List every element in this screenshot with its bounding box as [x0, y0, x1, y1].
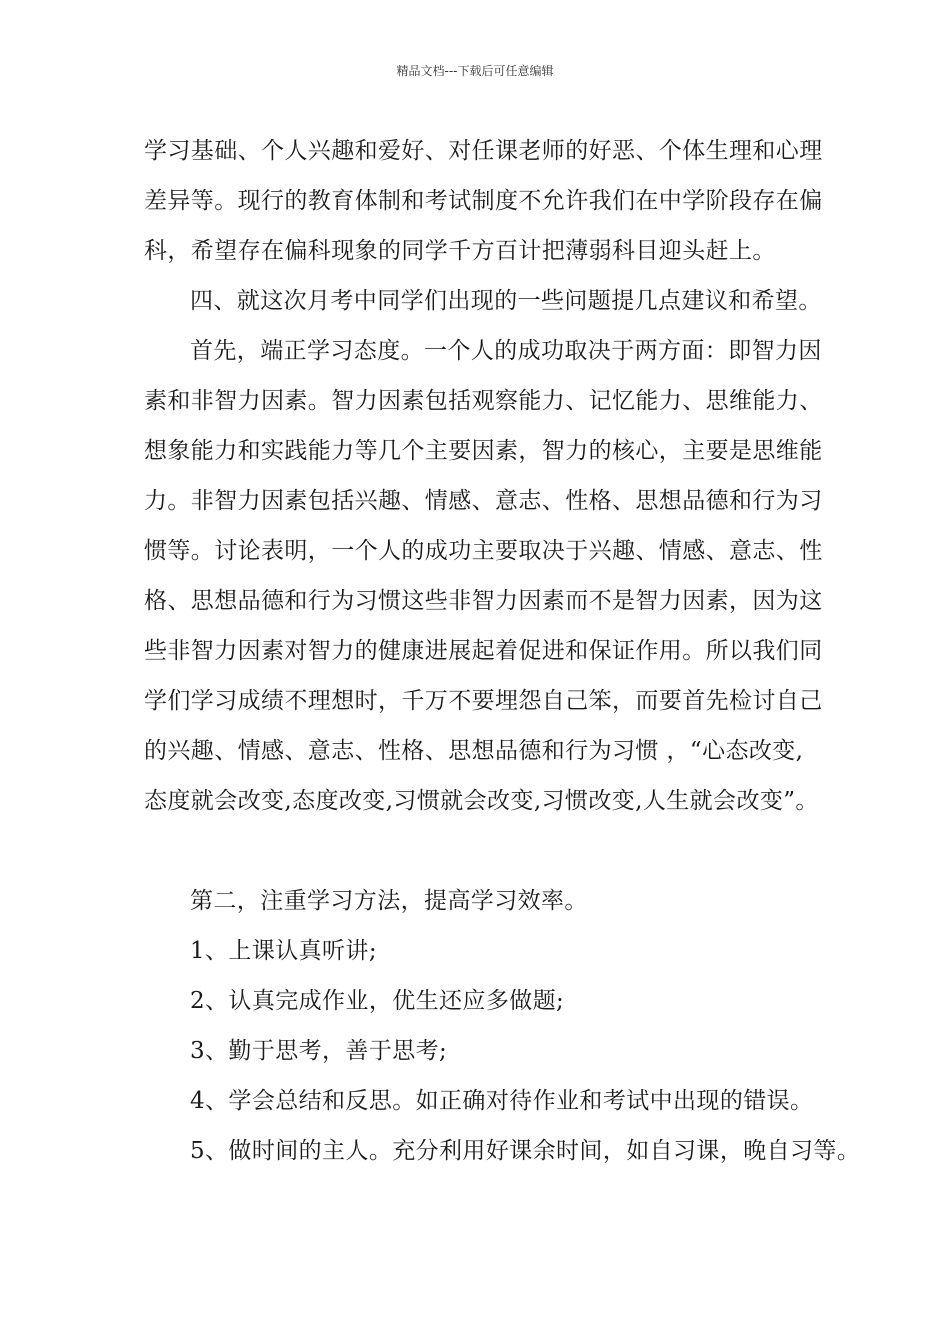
body-line-3: 科，希望存在偏科现象的同学千方百计把薄弱科目迎头赶上。 — [144, 238, 776, 264]
body-line-1: 学习基础、个人兴趣和爱好、对任课老师的好恶、个体生理和心理 — [144, 138, 823, 164]
body-line-13: 的兴趣、情感、意志、性格、思想品德和行为习惯 ，“心态改变, — [144, 738, 804, 764]
page-header: 精品文档---下载后可任意编辑 — [396, 64, 554, 78]
body-line-12: 学们学习成绩不理想时，千万不要埋怨自己笨，而要首先检讨自己 — [144, 688, 823, 714]
body-line-5: 首先，端正学习态度。一个人的成功取决于两方面：即智力因 — [190, 338, 822, 364]
sub-heading-second: 第二，注重学习方法，提高学习效率。 — [190, 888, 588, 914]
body-line-8: 力。非智力因素包括兴趣、情感、意志、性格、思想品德和行为习 — [144, 488, 823, 514]
body-line-10: 格、思想品德和行为习惯这些非智力因素而不是智力因素，因为这 — [144, 588, 823, 614]
list-item-4: 4、学会总结和反思。如正确对待作业和考试中出现的错误。 — [190, 1088, 814, 1114]
body-line-11: 些非智力因素对智力的健康进展起着促进和保证作用。所以我们同 — [144, 638, 823, 664]
body-line-9: 惯等。讨论表明，一个人的成功主要取决于兴趣、情感、意志、性 — [144, 538, 823, 564]
body-line-7: 想象能力和实践能力等几个主要因素，智力的核心，主要是思维能 — [144, 438, 823, 464]
section-heading-four: 四、就这次月考中同学们出现的一些问题提几点建议和希望。 — [190, 288, 822, 314]
body-line-2: 差异等。现行的教育体制和考试制度不允许我们在中学阶段存在偏 — [144, 188, 823, 214]
body-line-14: 态度就会改变,态度改变,习惯就会改变,习惯改变,人生就会改变”。 — [144, 788, 819, 814]
body-line-6: 素和非智力因素。智力因素包括观察能力、记忆能力、思维能力、 — [144, 388, 823, 414]
list-item-1: 1、上课认真听讲; — [190, 938, 377, 964]
list-item-3: 3、勤于思考，善于思考; — [190, 1038, 448, 1064]
list-item-2: 2、认真完成作业，优生还应多做题; — [190, 988, 565, 1014]
list-item-5: 5、做时间的主人。充分利用好课余时间，如自习课，晚自习等。 — [190, 1138, 861, 1164]
